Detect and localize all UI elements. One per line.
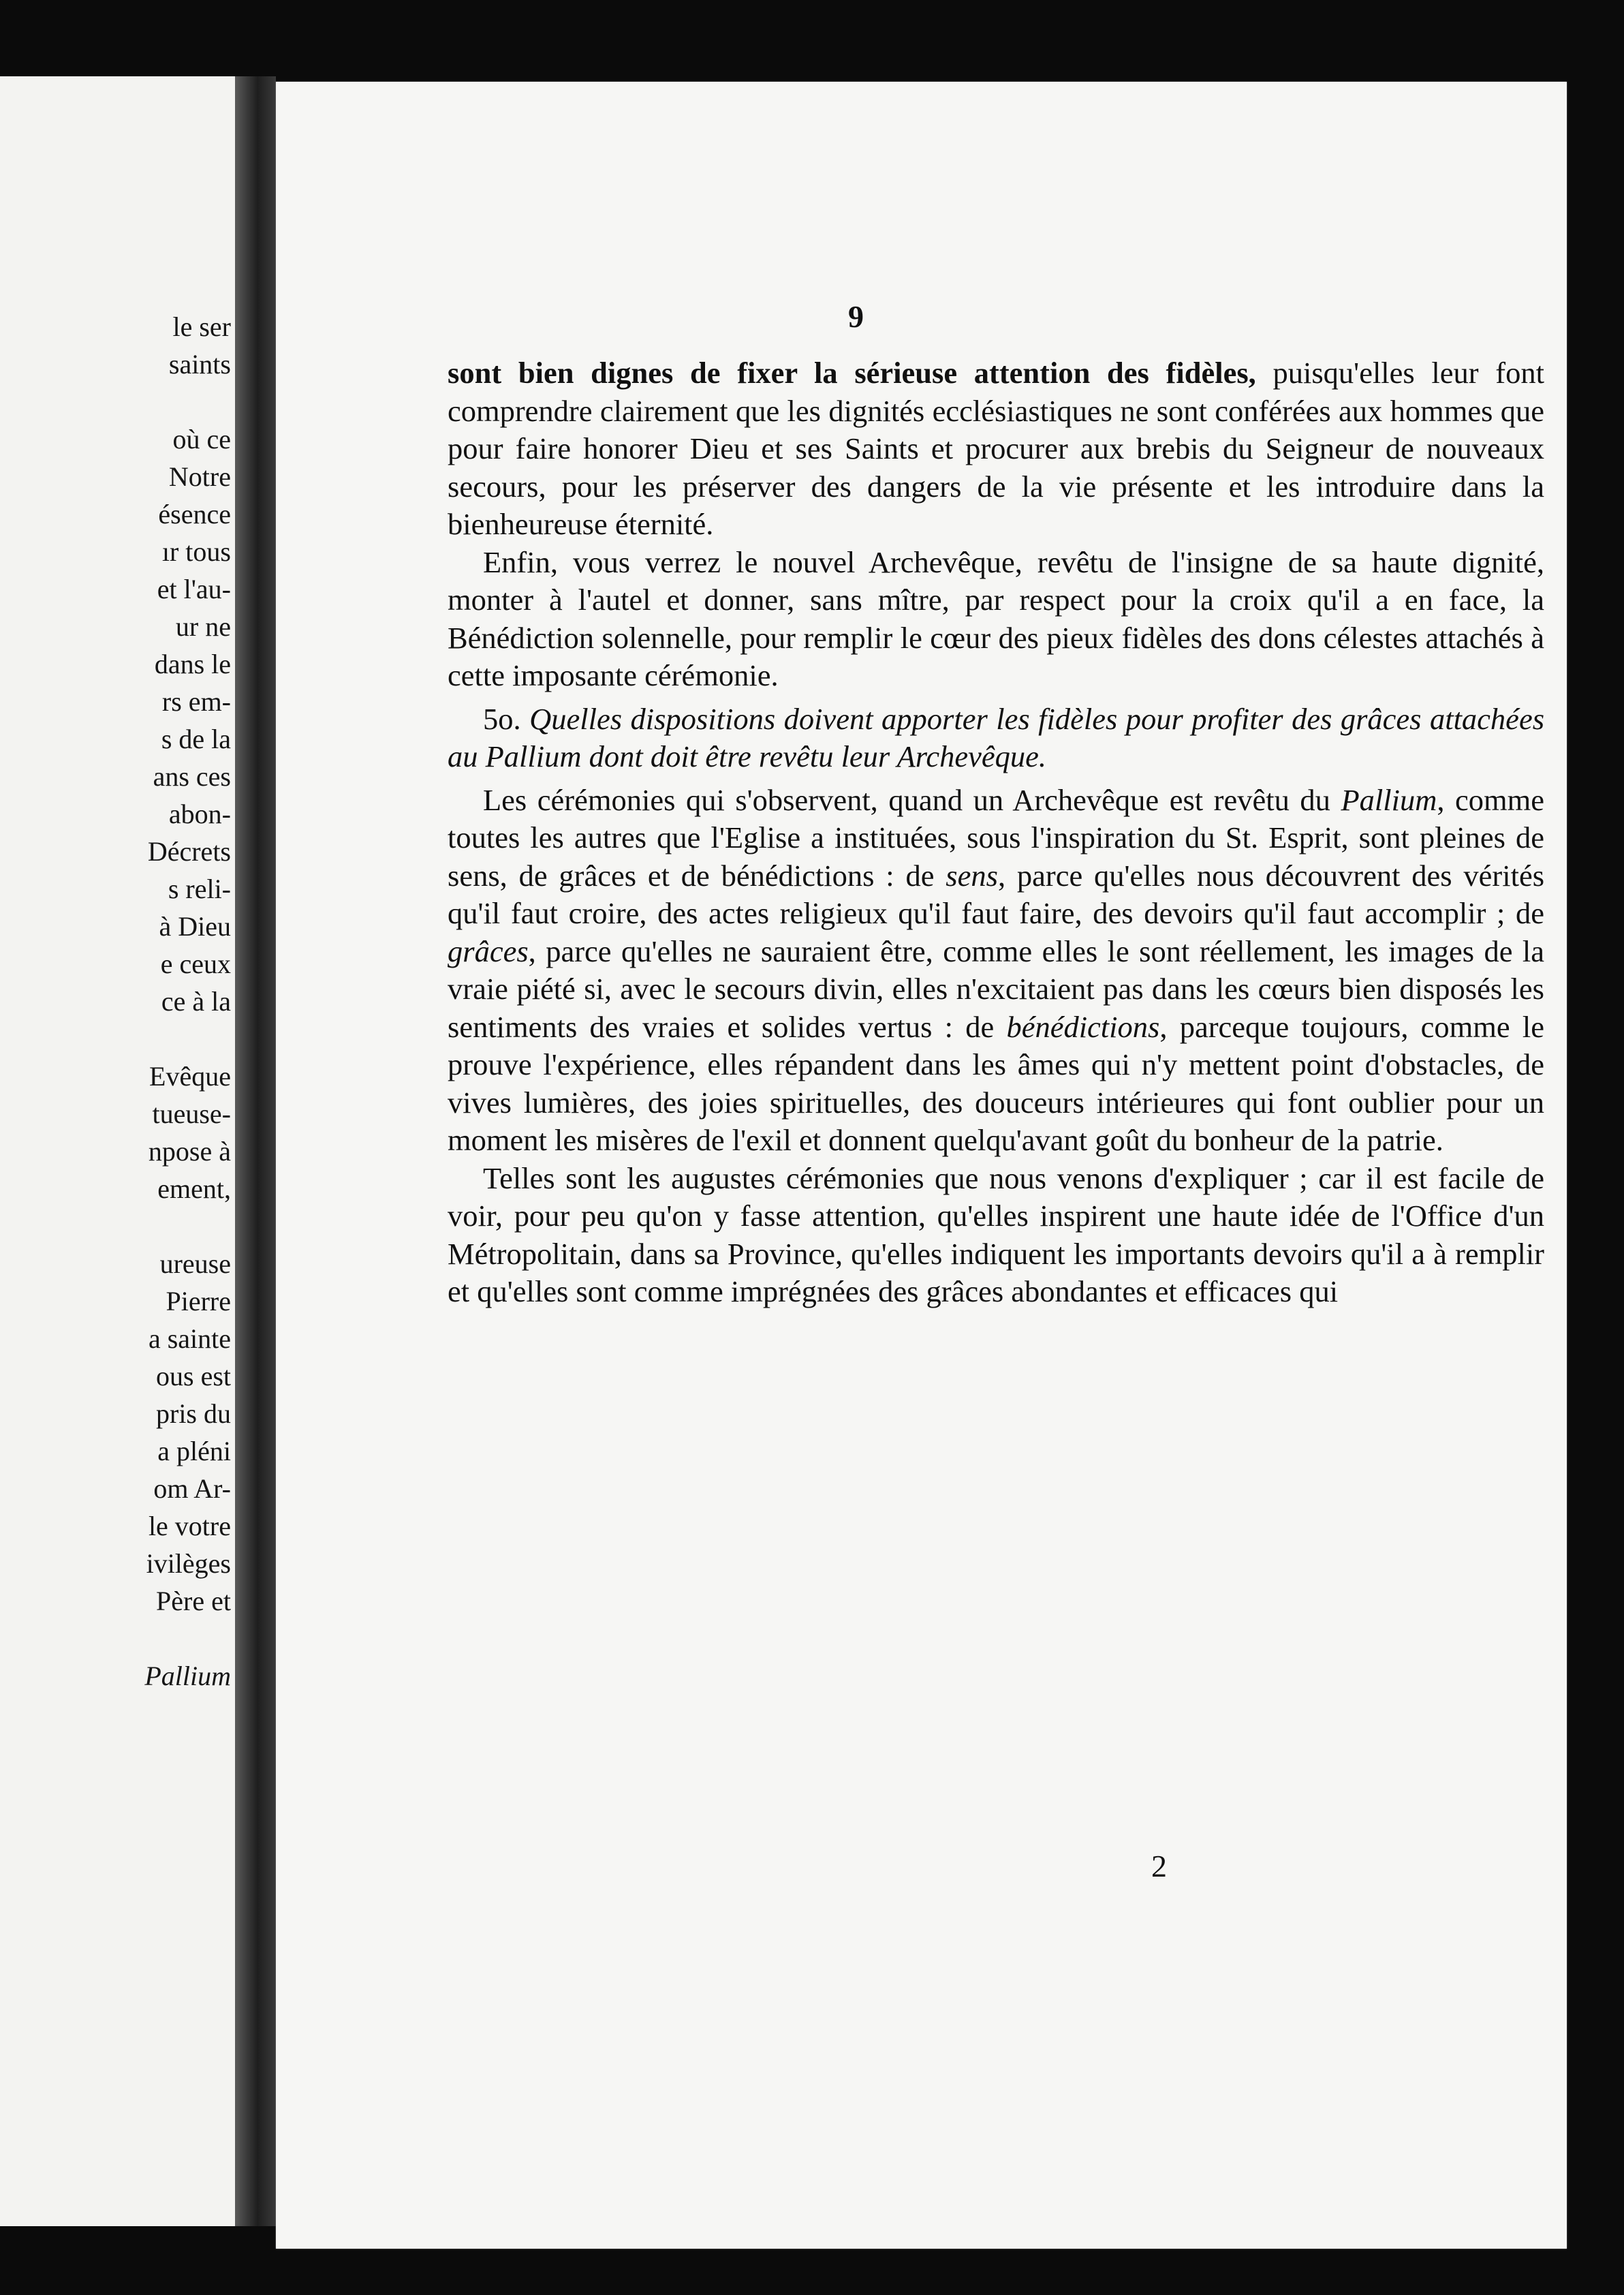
left-page-line: Evêque — [149, 1061, 231, 1092]
left-page-line: rs em- — [161, 686, 231, 717]
left-page-line: où ce — [172, 424, 231, 455]
left-page-line: a sainte — [148, 1323, 231, 1354]
paragraph-3 — [448, 782, 1544, 1160]
term-pallium: Pallium — [1341, 782, 1437, 817]
left-page-line: ce à la — [161, 986, 231, 1017]
left-page-line: ur ne — [175, 611, 231, 642]
signature-mark: 2 — [1151, 1849, 1167, 1883]
left-page-line: le ser — [172, 311, 231, 342]
left-page-line: saints — [168, 349, 231, 380]
left-page-line: ement, — [157, 1173, 231, 1204]
left-page-line: dans le — [154, 649, 231, 679]
left-page-line: Décrets — [147, 836, 231, 867]
left-page-line: ureuse — [159, 1248, 231, 1279]
paragraph-2: Enfin, vous verrez le nouvel Archevêque, revêtu de l'insigne de sa haute dignité, monter à l'autel et donner, sans mître, par respect pour la croix qu'il a en face, la Bénédiction solennelle, pour remplir le cœur des pieux fidèles des dons célestes attachés à cette imposante cérémonie. — [448, 544, 1544, 692]
previous-page-fragment — [0, 76, 235, 2226]
page-body — [448, 354, 1544, 1311]
paragraph-3-part-e: , parceque toujours, comme le prouve l'expérience, elles répandent dans les âmes qui n'y mettent point d'obstacles, de vives lumières, des joies spirituelles, des douceurs intérieures qui font oublier pour un moment les misères de l'exil et donnent quelqu'avant goût du bonheur de la patrie. — [448, 1009, 1544, 1157]
left-page-line: npose à — [148, 1136, 231, 1167]
paragraph-1 — [448, 354, 1544, 544]
left-page-line: ivilèges — [146, 1548, 231, 1579]
paragraph-3-part-b: , comme toutes les autres que l'Eglise a instituées, sous l'inspiration du St. Esprit, sont pleines de sens, de grâces et de bénédictions : de — [448, 782, 1544, 893]
paragraph-3-part-d: , parce qu'elles ne sauraient être, comme elles le sont réellement, les images de la vraie piété si, avec le secours divin, elles n'excitaient pas dans les cœurs bien disposés les sentiments des vraies et solides vertus : de — [448, 934, 1544, 1044]
paragraph-4: Telles sont les augustes cérémonies que nous venons d'expliquer ; car il est facile de voir, pour peu qu'on y fasse attention, qu'elles inspirent une haute idée de l'Office d'un Métropolitain, dans sa Province, qu'elles indiquent les importants devoirs qu'il a à remplir et qu'elles sont comme imprégnées des grâces abondantes et efficaces qui — [448, 1160, 1544, 1308]
left-page-line: à Dieu — [159, 911, 231, 942]
page-number: 9 — [848, 299, 864, 334]
left-page-line: om Ar- — [153, 1473, 231, 1504]
left-page-line: ésence — [158, 499, 231, 529]
left-page-line: Pallium — [144, 1661, 231, 1691]
term-sens: sens — [946, 858, 998, 893]
question-number: 5o. — [483, 701, 521, 736]
left-page-line: tueuse- — [152, 1098, 231, 1129]
left-page-line: pris du — [156, 1398, 231, 1429]
book-spine — [235, 76, 276, 2226]
paragraph-3-part-c: , parce qu'elles nous découvrent des vérités qu'il faut croire, des actes religieux qu'il faut faire, des devoirs qu'il faut accomplir ; de — [448, 858, 1545, 930]
left-page-line: Père et — [156, 1586, 231, 1616]
left-page-line: et l'au- — [157, 574, 231, 604]
paragraph-1-rest: puisqu'elles leur font comprendre clairement que les dignités ecclésiastiques ne sont conférées aux hommes que pour faire honorer Dieu et ses Saints et procurer aux brebis du Seigneur de nouveaux secours, pour les préserver des dangers de la vie présente et les introduire dans la bienheureuse éternité. — [448, 356, 1544, 541]
left-page-line: ır tous — [161, 536, 231, 567]
left-page-line: le votre — [148, 1511, 231, 1541]
left-page-line: s reli- — [168, 874, 231, 904]
paragraph-3-part-a: Les cérémonies qui s'observent, quand un Archevêque est revêtu du — [483, 782, 1341, 817]
left-page-line: Pierre — [166, 1286, 231, 1316]
left-page-line: ans ces — [153, 761, 231, 792]
paragraph-1-start: sont bien dignes de fixer la sérieuse attention des fidèles, — [448, 356, 1256, 390]
question-heading — [448, 700, 1544, 776]
question-text: Quelles dispositions doivent apporter les fidèles pour profiter des grâces attachées au Pallium dont doit être revêtu leur Archevêque. — [448, 701, 1545, 773]
term-benedictions: bénédictions — [1006, 1009, 1160, 1044]
left-page-line: Notre — [168, 461, 231, 492]
book-page — [276, 82, 1567, 2249]
left-page-line: s de la — [161, 724, 231, 754]
left-page-line: abon- — [168, 799, 231, 829]
left-page-line: e ceux — [160, 949, 231, 979]
left-page-line: a pléni — [157, 1436, 231, 1466]
term-graces: grâces — [448, 934, 529, 968]
left-page-line: ous est — [156, 1361, 231, 1391]
